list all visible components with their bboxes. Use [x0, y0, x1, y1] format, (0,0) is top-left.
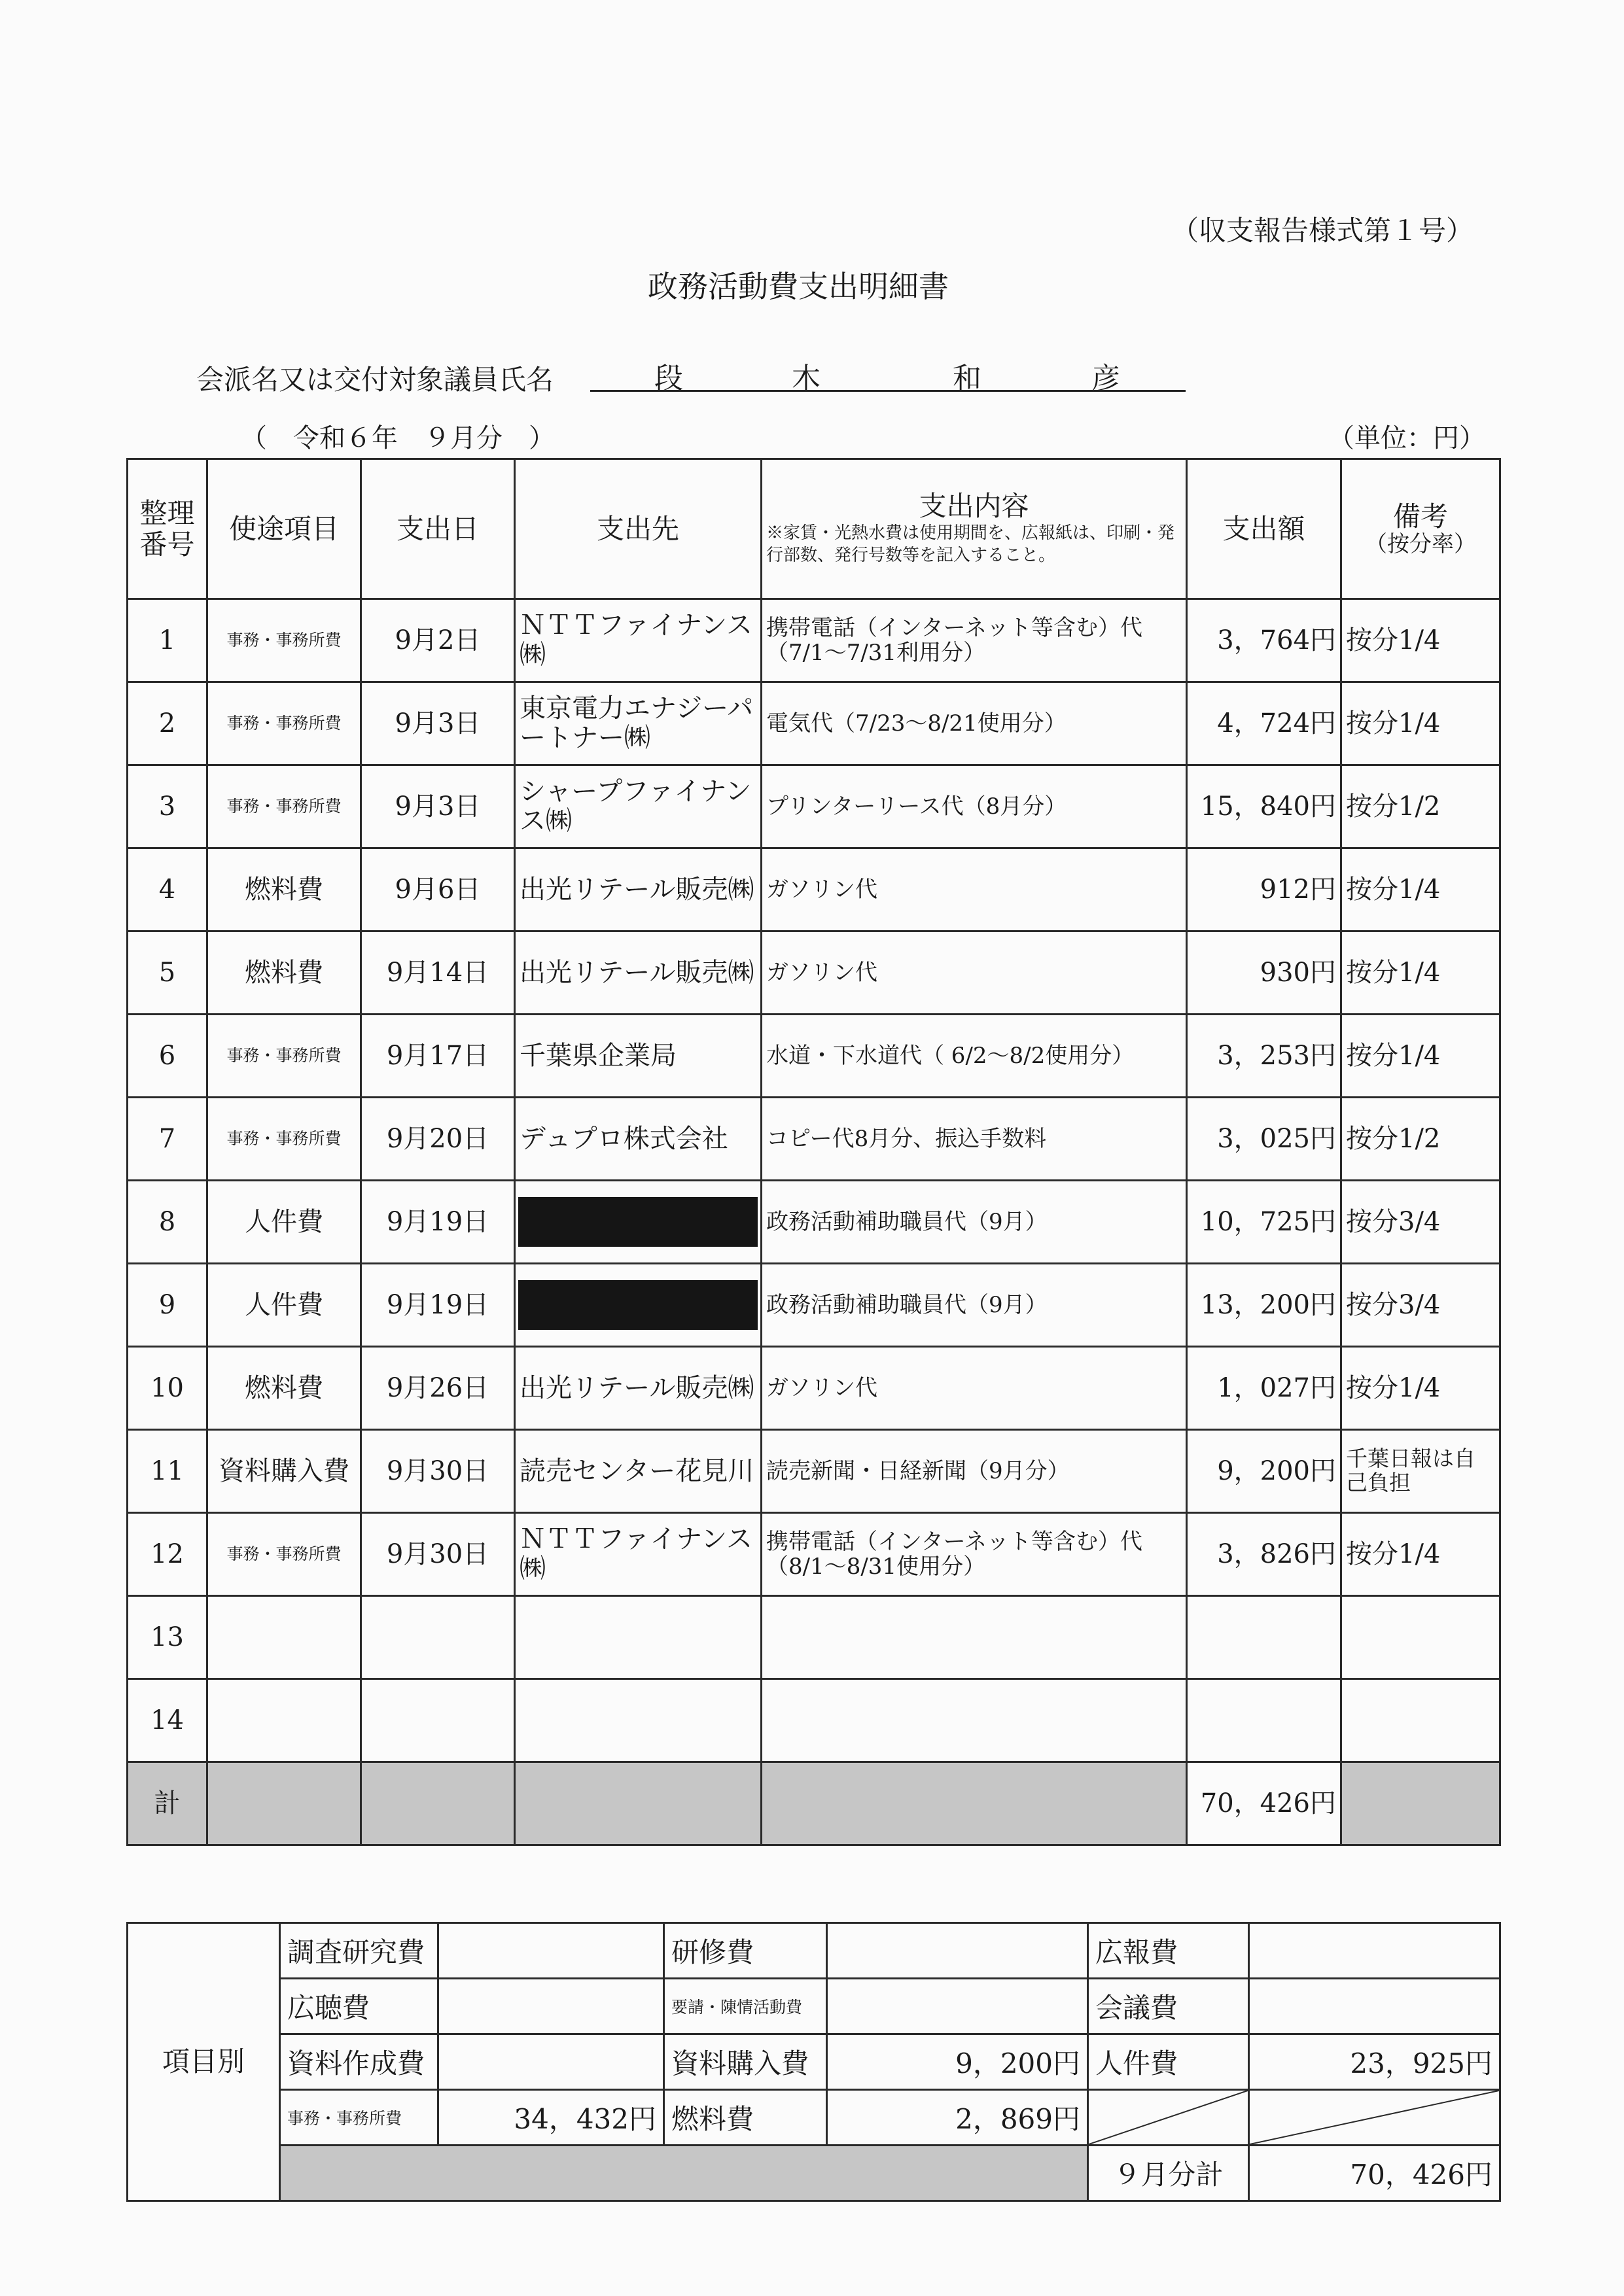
row-purpose: 燃料費: [207, 931, 361, 1015]
report-period: （ 令和６年 ９月分 ）: [241, 423, 555, 453]
category-label: 広聴費: [280, 1979, 438, 2034]
diagonal-line: [1250, 2091, 1499, 2144]
table-row: [128, 848, 1500, 931]
row-remarks: 按分1/4: [1341, 931, 1500, 1015]
row-date: 9月6日: [361, 848, 515, 931]
category-value: 23，925円: [1249, 2034, 1500, 2090]
row-date: 9月14日: [361, 931, 515, 1015]
row-payee: 読売センター花見川: [515, 1430, 762, 1513]
row-amount: [1187, 1679, 1341, 1762]
row-payee: [515, 1679, 762, 1762]
row-date: [361, 1596, 515, 1679]
row-purpose: 燃料費: [207, 1347, 361, 1430]
row-amount: 9，200円: [1187, 1430, 1341, 1513]
row-date: 9月3日: [361, 682, 515, 765]
row-content: [762, 1679, 1187, 1762]
header-amount: 支出額: [1187, 459, 1341, 599]
page-title: 政務活動費支出明細書: [648, 269, 949, 304]
row-remarks: 按分3/4: [1341, 1264, 1500, 1347]
category-label: 資料作成費: [280, 2034, 438, 2090]
row-number: 3: [128, 765, 207, 848]
row-payee: [515, 1181, 762, 1264]
row-amount: 3，253円: [1187, 1015, 1341, 1098]
row-date: 9月30日: [361, 1513, 515, 1596]
row-amount: 4，724円: [1187, 682, 1341, 765]
row-number: 5: [128, 931, 207, 1015]
row-payee: デュプロ株式会社: [515, 1098, 762, 1181]
row-remarks: [1341, 1596, 1500, 1679]
diagonal-line: [1089, 2091, 1248, 2144]
category-value: 2，869円: [827, 2090, 1088, 2146]
member-name-char: 段: [654, 362, 683, 395]
category-row: [128, 2146, 1500, 2201]
row-date: 9月20日: [361, 1098, 515, 1181]
table-row: [128, 1264, 1500, 1347]
row-content: 電気代（7/23～8/21使用分）: [762, 682, 1187, 765]
table-row: [128, 931, 1500, 1015]
row-content: 水道・下水道代（ 6/2～8/2使用分）: [762, 1015, 1187, 1098]
row-amount: 3，826円: [1187, 1513, 1341, 1596]
category-row: [128, 1923, 1500, 1979]
member-name-char: 木: [792, 362, 821, 395]
row-date: [361, 1679, 515, 1762]
row-remarks: 按分1/4: [1341, 1015, 1500, 1098]
row-number: 6: [128, 1015, 207, 1098]
category-value: [1249, 1923, 1500, 1979]
month-total-label: ９月分計: [1088, 2146, 1249, 2201]
row-date: 9月30日: [361, 1430, 515, 1513]
redacted-block: [518, 1197, 758, 1247]
category-row: [128, 2090, 1500, 2146]
row-number: 10: [128, 1347, 207, 1430]
header-number: 整理 番号: [128, 459, 207, 599]
row-date: 9月3日: [361, 765, 515, 848]
total-blank: [515, 1762, 762, 1845]
category-value: [438, 1923, 664, 1979]
row-remarks: 千葉日報は自己負担: [1341, 1430, 1500, 1513]
category-label: 会議費: [1088, 1979, 1249, 2034]
header-date: 支出日: [361, 459, 515, 599]
row-amount: 15，840円: [1187, 765, 1341, 848]
row-payee: ＮＴＴファイナンス㈱: [515, 599, 762, 682]
member-name-char: 和: [953, 362, 981, 395]
redacted-block: [518, 1280, 758, 1330]
category-label: 調査研究費: [280, 1923, 438, 1979]
row-remarks: 按分1/4: [1341, 1347, 1500, 1430]
row-amount: [1187, 1596, 1341, 1679]
category-label: 事務・事務所費: [280, 2090, 438, 2146]
category-label: 燃料費: [664, 2090, 827, 2146]
table-row: [128, 1015, 1500, 1098]
row-remarks: 按分1/4: [1341, 848, 1500, 931]
category-summary-table: [126, 1922, 1501, 2202]
row-amount: 912円: [1187, 848, 1341, 931]
row-number: 7: [128, 1098, 207, 1181]
row-date: 9月19日: [361, 1181, 515, 1264]
category-value: 9，200円: [827, 2034, 1088, 2090]
row-number: 12: [128, 1513, 207, 1596]
row-purpose: 人件費: [207, 1181, 361, 1264]
row-content: ガソリン代: [762, 848, 1187, 931]
total-label: 計: [128, 1762, 207, 1845]
row-payee: ＮＴＴファイナンス㈱: [515, 1513, 762, 1596]
row-content: [762, 1596, 1187, 1679]
table-row: [128, 599, 1500, 682]
category-row: [128, 1979, 1500, 2034]
row-content: プリンターリース代（8月分）: [762, 765, 1187, 848]
row-remarks: [1341, 1679, 1500, 1762]
member-name-underline: [590, 390, 1186, 392]
table-row: [128, 1098, 1500, 1181]
row-content: 読売新聞・日経新聞（9月分）: [762, 1430, 1187, 1513]
row-number: 9: [128, 1264, 207, 1347]
row-date: 9月2日: [361, 599, 515, 682]
category-label: 広報費: [1088, 1923, 1249, 1979]
row-content: 携帯電話（インターネット等含む）代 （7/1～7/31利用分）: [762, 599, 1187, 682]
row-content: 政務活動補助職員代（9月）: [762, 1181, 1187, 1264]
total-row: [128, 1762, 1500, 1845]
row-number: 4: [128, 848, 207, 931]
row-payee: 千葉県企業局: [515, 1015, 762, 1098]
total-blank: [361, 1762, 515, 1845]
category-label: 資料購入費: [664, 2034, 827, 2090]
row-date: 9月26日: [361, 1347, 515, 1430]
row-remarks: 按分1/2: [1341, 765, 1500, 848]
category-row: [128, 2034, 1500, 2090]
table-row: [128, 1513, 1500, 1596]
row-payee: 出光リテール販売㈱: [515, 848, 762, 931]
unit-label: （単位：円）: [1328, 423, 1485, 453]
total-blank: [762, 1762, 1187, 1845]
row-payee: シャープファイナンス㈱: [515, 765, 762, 848]
category-value: [827, 1923, 1088, 1979]
row-purpose: 事務・事務所費: [207, 1098, 361, 1181]
row-payee: [515, 1596, 762, 1679]
category-label: 人件費: [1088, 2034, 1249, 2090]
member-label: 会派名又は交付対象議員氏名: [196, 364, 554, 396]
category-value: [827, 1979, 1088, 2034]
category-label: 研修費: [664, 1923, 827, 1979]
row-payee: [515, 1264, 762, 1347]
row-purpose: 事務・事務所費: [207, 599, 361, 682]
diagonal-strike-cell: [1088, 2090, 1249, 2146]
row-remarks: 按分1/4: [1341, 682, 1500, 765]
row-payee: 出光リテール販売㈱: [515, 1347, 762, 1430]
row-content: 政務活動補助職員代（9月）: [762, 1264, 1187, 1347]
month-total-value: 70，426円: [1249, 2146, 1500, 2201]
category-value: [1249, 1979, 1500, 2034]
row-payee: 東京電力エナジーパートナー㈱: [515, 682, 762, 765]
category-value: 34，432円: [438, 2090, 664, 2146]
row-content: 携帯電話（インターネット等含む）代 （8/1～8/31使用分）: [762, 1513, 1187, 1596]
row-remarks: 按分3/4: [1341, 1181, 1500, 1264]
row-purpose: 資料購入費: [207, 1430, 361, 1513]
total-blank: [207, 1762, 361, 1845]
header-content: 支出内容 ※家賃・光熱水費は使用期間を、広報紙は、印刷・発行部数、発行号数等を記入すること。: [762, 459, 1187, 599]
row-content: コピー代8月分、振込手数料: [762, 1098, 1187, 1181]
row-amount: 10，725円: [1187, 1181, 1341, 1264]
category-value: [438, 1979, 664, 2034]
total-amount: 70，426円: [1187, 1762, 1341, 1845]
header-remarks: 備考 （按分率）: [1341, 459, 1500, 599]
row-amount: 3，025円: [1187, 1098, 1341, 1181]
row-amount: 13，200円: [1187, 1264, 1341, 1347]
row-purpose: [207, 1679, 361, 1762]
row-date: 9月17日: [361, 1015, 515, 1098]
form-number: （収支報告様式第１号）: [1171, 215, 1474, 247]
row-purpose: 燃料費: [207, 848, 361, 931]
row-remarks: 按分1/4: [1341, 1513, 1500, 1596]
category-side-label: 項目別: [128, 1923, 280, 2201]
row-number: 2: [128, 682, 207, 765]
table-row: [128, 1347, 1500, 1430]
expense-table: [126, 458, 1501, 1846]
row-purpose: 事務・事務所費: [207, 1513, 361, 1596]
diagonal-strike-cell: [1249, 2090, 1500, 2146]
row-content: ガソリン代: [762, 931, 1187, 1015]
header-purpose: 使途項目: [207, 459, 361, 599]
member-name-char: 彦: [1091, 362, 1120, 395]
total-blank: [1341, 1762, 1500, 1845]
row-amount: 1，027円: [1187, 1347, 1341, 1430]
header-content-note: ※家賃・光熱水費は使用期間を、広報紙は、印刷・発行部数、発行号数等を記入すること。: [766, 523, 1175, 566]
category-value: [438, 2034, 664, 2090]
row-number: 13: [128, 1596, 207, 1679]
row-payee: 出光リテール販売㈱: [515, 931, 762, 1015]
table-row: [128, 1596, 1500, 1679]
row-amount: 3，764円: [1187, 599, 1341, 682]
row-purpose: 事務・事務所費: [207, 765, 361, 848]
gray-filler: [280, 2146, 1088, 2201]
row-number: 14: [128, 1679, 207, 1762]
row-remarks: 按分1/4: [1341, 599, 1500, 682]
table-row: [128, 1181, 1500, 1264]
row-number: 8: [128, 1181, 207, 1264]
table-row: [128, 765, 1500, 848]
table-row: [128, 1430, 1500, 1513]
row-purpose: 事務・事務所費: [207, 682, 361, 765]
table-row: [128, 1679, 1500, 1762]
row-purpose: [207, 1596, 361, 1679]
row-purpose: 人件費: [207, 1264, 361, 1347]
row-number: 11: [128, 1430, 207, 1513]
row-amount: 930円: [1187, 931, 1341, 1015]
row-remarks: 按分1/2: [1341, 1098, 1500, 1181]
header-payee: 支出先: [515, 459, 762, 599]
expense-table-header: [128, 459, 1500, 599]
category-label: 要請・陳情活動費: [664, 1979, 827, 2034]
table-row: [128, 682, 1500, 765]
row-content: ガソリン代: [762, 1347, 1187, 1430]
row-number: 1: [128, 599, 207, 682]
row-purpose: 事務・事務所費: [207, 1015, 361, 1098]
row-date: 9月19日: [361, 1264, 515, 1347]
